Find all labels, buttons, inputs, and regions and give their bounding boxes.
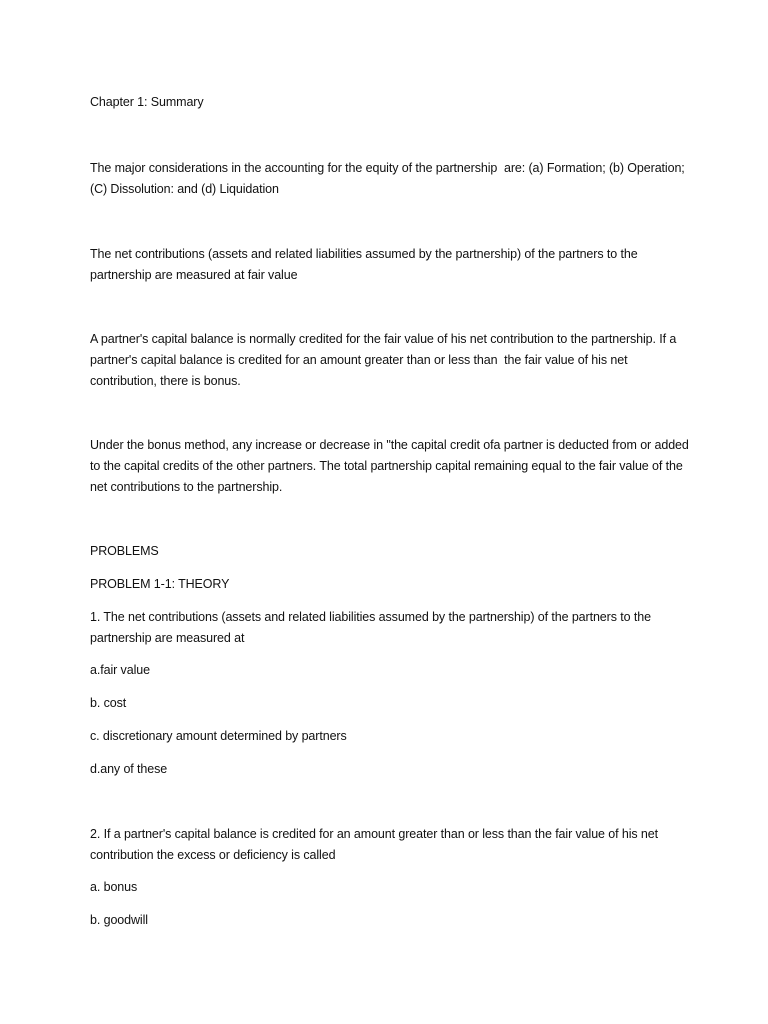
problem-title: PROBLEM 1-1: THEORY: [90, 577, 230, 591]
summary-paragraph: The major considerations in the accounting for the equity of the partnership are: (a) Formation; (b) Operation; (C) Dissolution: and (d) Liquidation: [90, 161, 689, 196]
answer-choice: a.fair value: [90, 663, 150, 677]
answer-choice: d.any of these: [90, 762, 168, 776]
answer-choice: b. goodwill: [90, 913, 148, 927]
question-text: 1. The net contributions (assets and related liabilities assumed by the partnership) of the partners to the partnership are measured at: [90, 610, 655, 645]
problems-heading: PROBLEMS: [90, 544, 159, 558]
answer-choice: c. discretionary amount determined by partners: [90, 729, 347, 743]
chapter-title: Chapter 1: Summary: [90, 95, 204, 109]
summary-paragraph: The net contributions (assets and related liabilities assumed by the partnership) of the partners to the partnership are measured at fair value: [90, 247, 641, 282]
question-text: 2. If a partner's capital balance is credited for an amount greater than or less than the fair value of his net contribution the excess or deficiency is called: [90, 827, 662, 862]
summary-paragraph: Under the bonus method, any increase or decrease in "the capital credit ofa partner is deducted from or added to the capital credits of the other partners. The total partnership capital remaining equal to the fair value of the net contributions to the partnership.: [90, 438, 693, 494]
answer-choice: a. bonus: [90, 880, 138, 894]
summary-paragraph: A partner's capital balance is normally credited for the fair value of his net contribution to the partnership. If a partner's capital balance is credited for an amount greater than or less than the fair value of his net contribution, there is bonus.: [90, 332, 680, 388]
answer-choice: b. cost: [90, 696, 127, 710]
